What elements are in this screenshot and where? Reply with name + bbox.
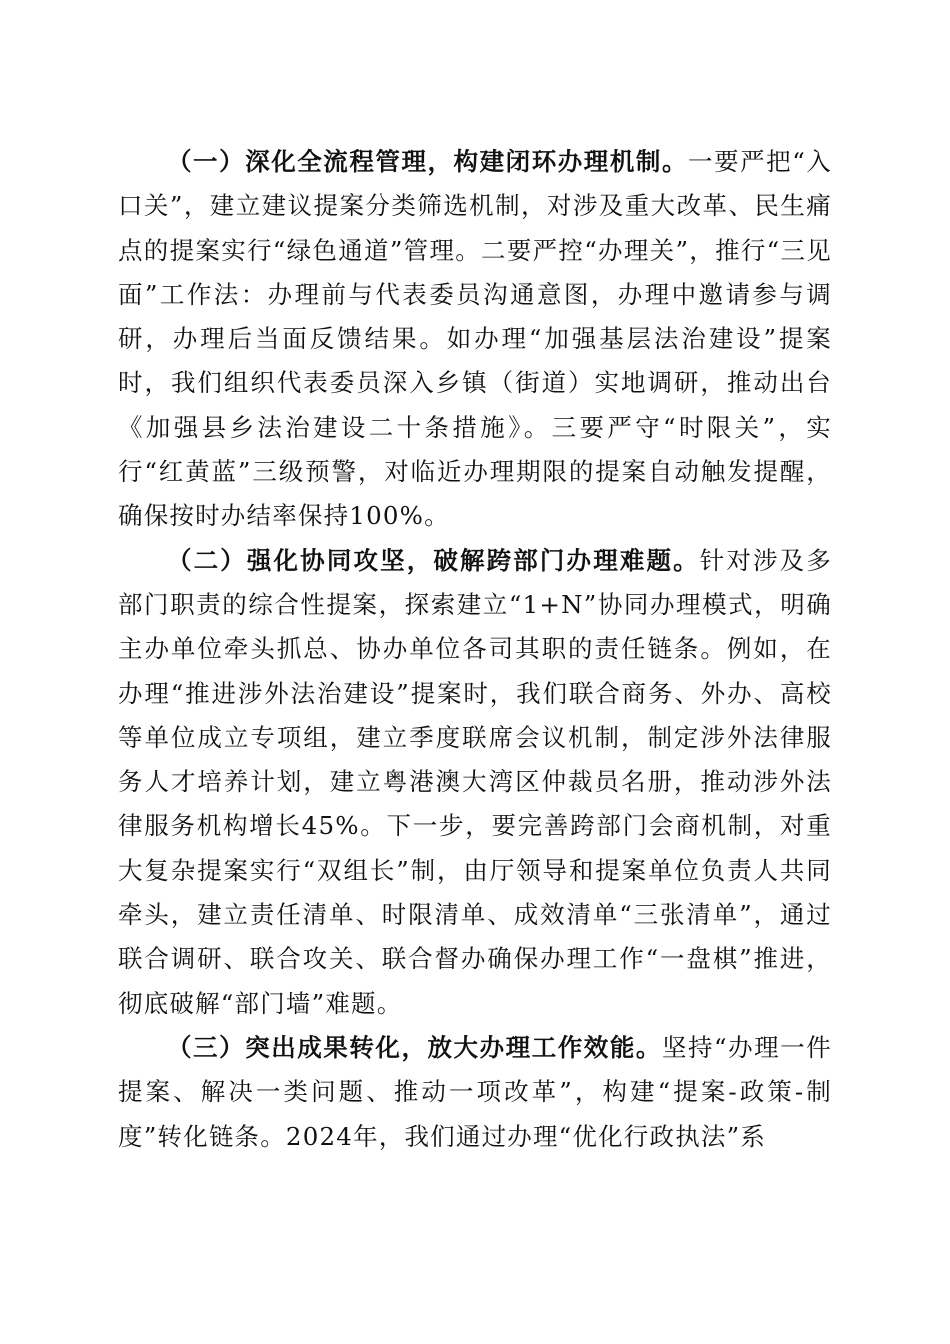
paragraph-2 xyxy=(118,539,832,1026)
paragraph-1 xyxy=(118,140,832,539)
paragraph-3 xyxy=(118,1026,832,1159)
paragraph-1-body: 一要严把“入口关”，建立建议提案分类筛选机制，对涉及重大改革、民生痛点的提案实行“绿色通道”管理。二要严控“办理关”，推行“三见面”工作法：办理前与代表委员沟通意图，办理中邀请参与调研，办理后当面反馈结果。如办理“加强基层法治建设”提案时，我们组织代表委员深入乡镇（街道）实地调研，推动出台《加强县乡法治建设二十条措施》。三要严守“时限关”，实行“红黄蓝”三级预警，对临近办理期限的提案自动触发提醒，确保按时办结率保持100%。 xyxy=(118,147,832,531)
paragraph-3-body: 坚持“办理一件提案、解决一类问题、推动一项改革”，构建“提案-政策-制度”转化链条。2024年，我们通过办理“优化行政执法”系 xyxy=(118,1032,832,1151)
paragraph-2-body: 针对涉及多部门职责的综合性提案，探索建立“1+N”协同办理模式，明确主办单位牵头抓总、协办单位各司其职的责任链条。例如，在办理“推进涉外法治建设”提案时，我们联合商务、外办、高校等单位成立专项组，建立季度联席会议机制，制定涉外法律服务人才培养计划，建立粤港澳大湾区仲裁员名册，推动涉外法律服务机构增长45%。下一步，要完善跨部门会商机制，对重大复杂提案实行“双组长”制，由厅领导和提案单位负责人共同牵头，建立责任清单、时限清单、成效清单“三张清单”，通过联合调研、联合攻关、联合督办确保办理工作“一盘棋”推进，彻底破解“部门墙”难题。 xyxy=(118,545,832,1018)
paragraph-2-heading: （二）强化协同攻坚，破解跨部门办理难题。 xyxy=(167,545,700,575)
document-body xyxy=(118,140,832,1159)
paragraph-3-heading: （三）突出成果转化，放大办理工作效能。 xyxy=(167,1032,662,1062)
paragraph-1-heading: （一）深化全流程管理，构建闭环办理机制。 xyxy=(167,147,689,176)
